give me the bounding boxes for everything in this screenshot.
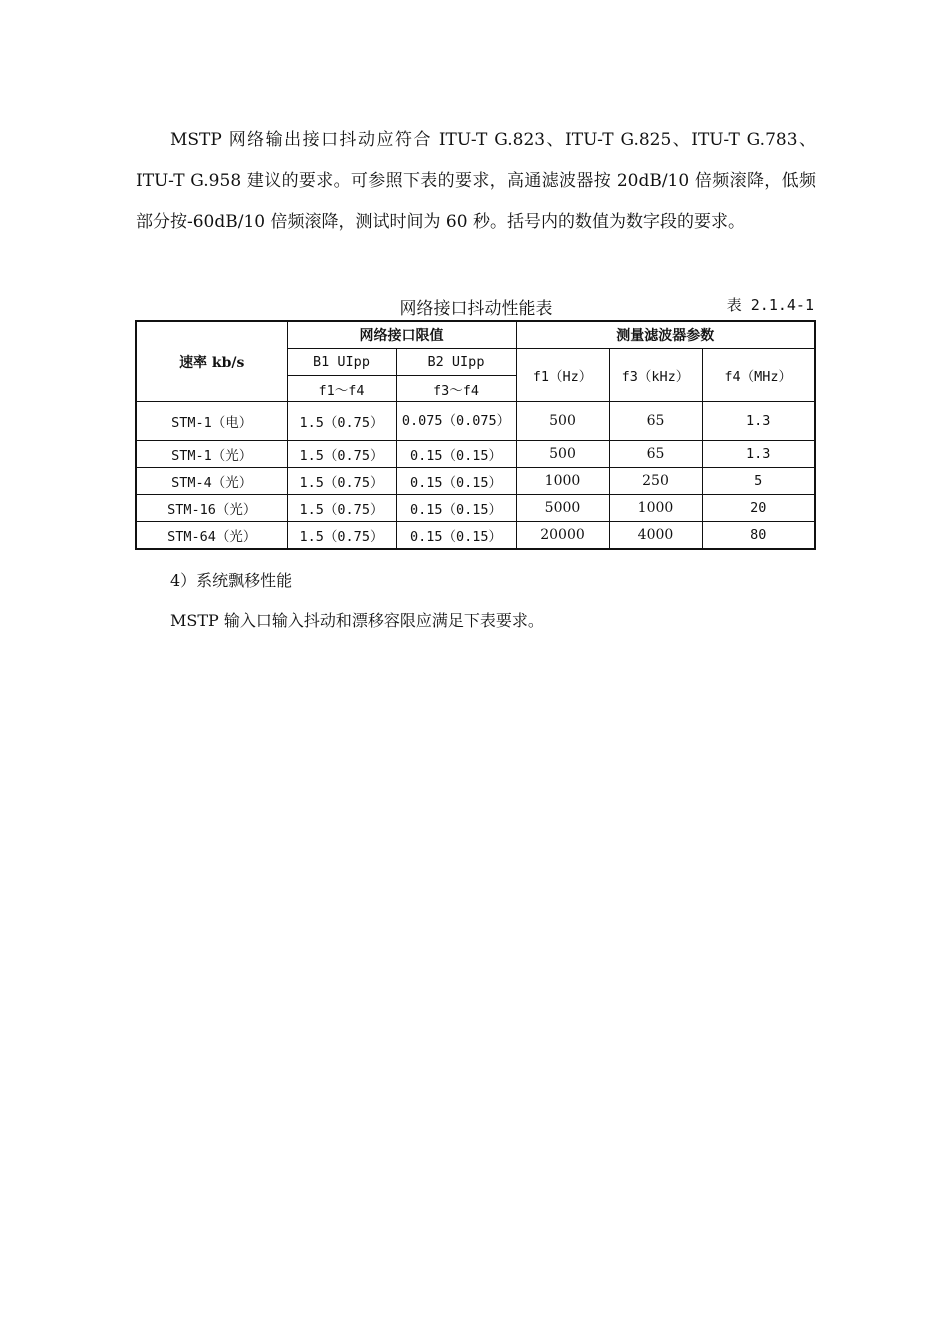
cell-rate: STM-1（光） — [136, 441, 287, 468]
table-row — [136, 468, 815, 495]
cell-f4: 1.3 — [702, 441, 815, 468]
table-row — [136, 441, 815, 468]
cell-f1: 500 — [516, 441, 609, 468]
section-heading: 4）系统飘移性能 — [170, 571, 293, 590]
cell-b2: 0.15（0.15） — [396, 495, 516, 522]
cell-f1: 20000 — [516, 522, 609, 550]
cell-f3: 4000 — [609, 522, 702, 550]
header-rate: 速率 kb/s — [136, 321, 287, 402]
header-f1: f1（Hz） — [516, 349, 609, 402]
header-b1: B1 UIpp — [287, 349, 396, 376]
header-f3: f3（kHz） — [609, 349, 702, 402]
cell-f4: 1.3 — [702, 402, 815, 441]
table-caption-row — [136, 292, 816, 318]
cell-b1: 1.5（0.75） — [287, 441, 396, 468]
cell-f1: 1000 — [516, 468, 609, 495]
cell-f3: 1000 — [609, 495, 702, 522]
cell-b1: 1.5（0.75） — [287, 495, 396, 522]
cell-b2: 0.15（0.15） — [396, 441, 516, 468]
cell-f3: 65 — [609, 402, 702, 441]
table-row — [136, 522, 815, 550]
cell-b2: 0.075（0.075） — [396, 402, 516, 441]
cell-b2: 0.15（0.15） — [396, 522, 516, 550]
cell-f4: 5 — [702, 468, 815, 495]
table-number: 表 2.1.4-1 — [726, 296, 814, 314]
table-row — [136, 402, 815, 441]
header-filter-group: 测量滤波器参数 — [516, 321, 815, 349]
jitter-performance-table — [135, 320, 816, 550]
cell-f3: 65 — [609, 441, 702, 468]
intro-paragraph: MSTP 网络输出接口抖动应符合 ITU-T G.823、ITU-T G.825、ITU-T G.783、ITU-T G.958 建议的要求。可参照下表的要求，高通滤波器按 20dB/10 倍频滚降，低频部分按-60dB/10 倍频滚降，测试时间为 60 秒。括号内的数值为数字段的要求。 — [136, 130, 816, 232]
cell-b1: 1.5（0.75） — [287, 468, 396, 495]
cell-f1: 500 — [516, 402, 609, 441]
cell-f4: 80 — [702, 522, 815, 550]
header-b1-range: f1～f4 — [287, 376, 396, 402]
cell-rate: STM-4（光） — [136, 468, 287, 495]
cell-rate: STM-64（光） — [136, 522, 287, 550]
cell-rate: STM-1（电） — [136, 402, 287, 441]
table-row — [136, 495, 815, 522]
table-caption: 网络接口抖动性能表 — [399, 299, 553, 319]
cell-b1: 1.5（0.75） — [287, 522, 396, 550]
cell-f1: 5000 — [516, 495, 609, 522]
cell-f3: 250 — [609, 468, 702, 495]
body-text: MSTP 输入口输入抖动和漂移容限应满足下表要求。 — [170, 611, 544, 630]
table-header-row — [136, 321, 815, 349]
cell-rate: STM-16（光） — [136, 495, 287, 522]
cell-b2: 0.15（0.15） — [396, 468, 516, 495]
header-b2: B2 UIpp — [396, 349, 516, 376]
header-b2-range: f3～f4 — [396, 376, 516, 402]
cell-b1: 1.5（0.75） — [287, 402, 396, 441]
cell-f4: 20 — [702, 495, 815, 522]
header-f4: f4（MHz） — [702, 349, 815, 402]
header-limit-group: 网络接口限值 — [287, 321, 516, 349]
